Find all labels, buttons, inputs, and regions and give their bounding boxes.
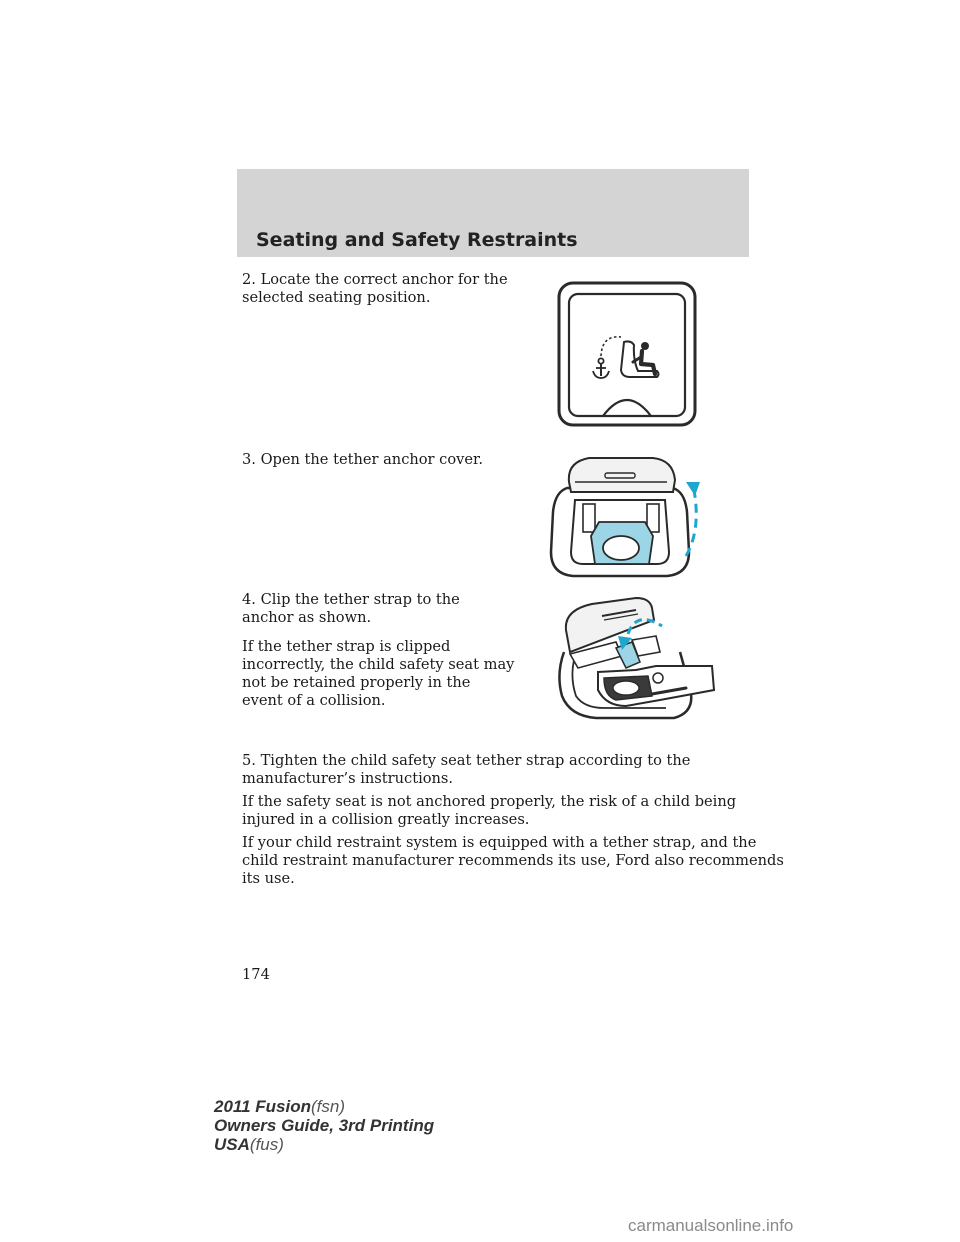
- text-line: child restraint manufacturer recommends its use, Ford also recommends: [242, 852, 784, 869]
- text-line: injured in a collision greatly increases.: [242, 811, 530, 828]
- text-line: 5. Tighten the child safety seat tether strap according to the: [242, 752, 691, 769]
- section-title: Seating and Safety Restraints: [256, 229, 578, 251]
- footer-region: USA: [214, 1135, 250, 1154]
- step-3-text: [242, 451, 483, 469]
- text-line: not be retained properly in the: [242, 674, 471, 691]
- section-header: [237, 169, 749, 257]
- step-2-text: [242, 271, 508, 307]
- footer-model: 2011 Fusion: [214, 1097, 311, 1116]
- text-line: incorrectly, the child safety seat may: [242, 656, 515, 673]
- open-anchor-cover-icon: [551, 458, 700, 576]
- child-seat-tether-anchor-icon: [593, 337, 659, 378]
- footer-model-code: (fsn): [311, 1097, 345, 1116]
- text-line: event of a collision.: [242, 692, 386, 709]
- tether-clip-icon: [559, 598, 714, 718]
- footer-guide-line: [214, 1116, 434, 1135]
- footer-region-line: [214, 1135, 434, 1154]
- text-line: manufacturer’s instructions.: [242, 770, 454, 787]
- text-line: If the tether strap is clipped: [242, 638, 451, 655]
- warning-text: [242, 638, 514, 710]
- anchor-cover-figure: [556, 280, 698, 428]
- text-line: its use.: [242, 870, 295, 887]
- text-line: anchor as shown.: [242, 609, 372, 626]
- footer-model-line: [214, 1097, 434, 1116]
- open-cover-figure: [549, 452, 709, 580]
- text-line: 2. Locate the correct anchor for the: [242, 271, 508, 288]
- step-4-text: [242, 591, 460, 627]
- anchoring-note-text: [242, 793, 736, 829]
- text-line: If the safety seat is not anchored properly, the risk of a child being: [242, 793, 737, 810]
- tether-clip-figure: [556, 596, 716, 722]
- document-footer: [214, 1097, 434, 1154]
- text-line: 3. Open the tether anchor cover.: [242, 451, 484, 468]
- footer-guide: Owners Guide, 3rd Printing: [214, 1116, 435, 1135]
- step-5-text: [242, 752, 690, 788]
- text-line: 4. Clip the tether strap to the: [242, 591, 460, 608]
- page-number: 174: [242, 966, 270, 983]
- watermark-link[interactable]: carmanualsonline.info: [628, 1216, 794, 1235]
- text-line: If your child restraint system is equipped with a tether strap, and the: [242, 834, 757, 851]
- footer-region-code: (fus): [249, 1135, 284, 1154]
- tether-recommendation-text: [242, 834, 784, 888]
- text-line: selected seating position.: [242, 289, 431, 306]
